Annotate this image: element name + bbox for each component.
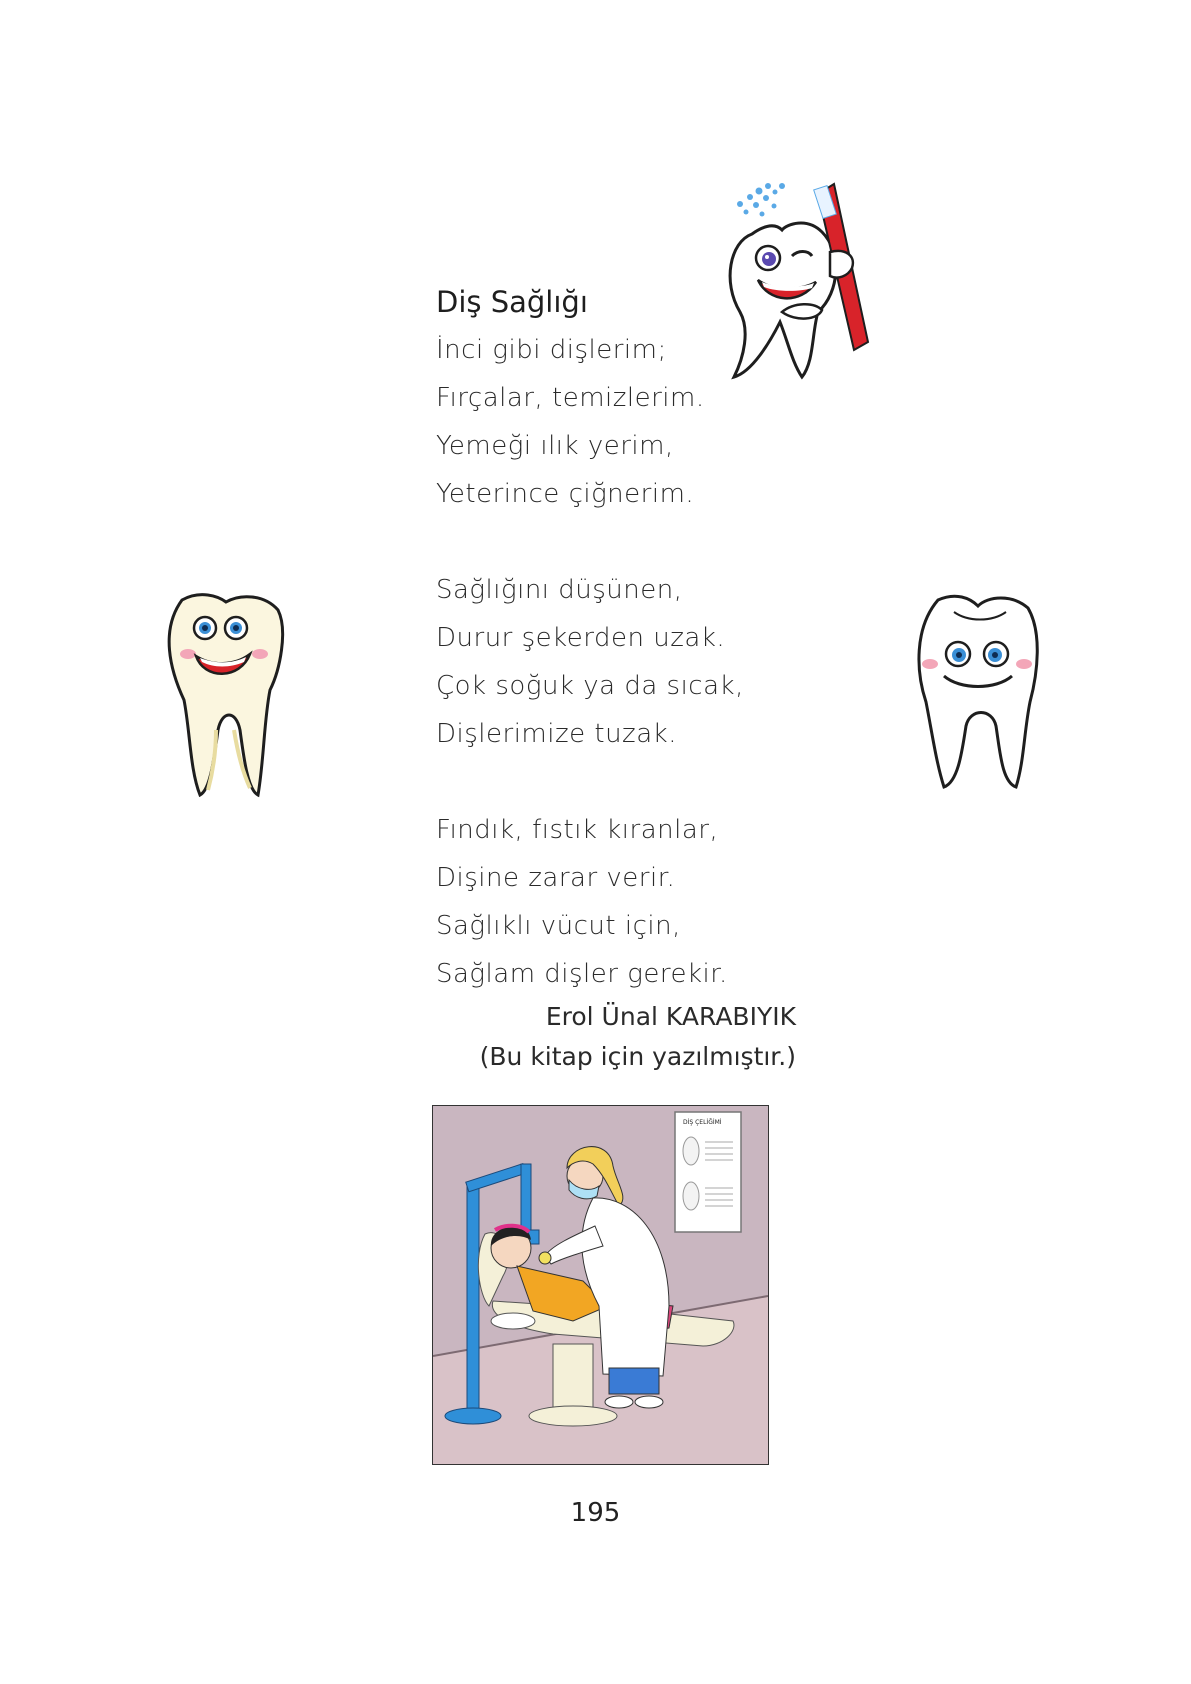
poem-line: Sağlıklı vücut için, [436, 911, 681, 941]
poem-line: Dişlerimize tuzak. [436, 719, 677, 749]
stanza-gap [436, 518, 796, 566]
poem-line: Fındık, fıstık kıranlar, [436, 815, 719, 845]
dentist-scene [433, 1106, 768, 1464]
poem-note: (Bu kitap için yazılmıştır.) [479, 1042, 796, 1071]
tooth-smiling-icon [160, 590, 290, 800]
poem-line: Yemeği ılık yerim, [436, 431, 674, 461]
poster-title: DİŞ ÇELİĞİMİ [683, 1119, 722, 1126]
wall-poster [675, 1112, 741, 1232]
poem-author: Erol Ünal KARABIYIK [545, 1002, 796, 1031]
stanza-gap [436, 758, 796, 806]
poem-line: Yeterince çiğnerim. [436, 479, 695, 509]
poem-line: Çok soğuk ya da sıcak, [436, 671, 744, 701]
tooth-grinning-icon [908, 592, 1048, 792]
poem-line: Dişine zarar verir. [436, 863, 676, 893]
poem-line: Sağlığını düşünen, [436, 575, 683, 605]
dentist-illustration [432, 1105, 769, 1465]
poem [436, 278, 796, 1071]
page-number: 195 [570, 1498, 621, 1528]
poem-title: Diş Sağlığı [436, 285, 588, 319]
poem-line: Sağlam dişler gerekir. [436, 959, 728, 989]
poem-line: Fırçalar, temizlerim. [436, 383, 705, 413]
poem-line: İnci gibi dişlerim; [436, 335, 667, 365]
poem-line: Durur şekerden uzak. [436, 623, 726, 653]
